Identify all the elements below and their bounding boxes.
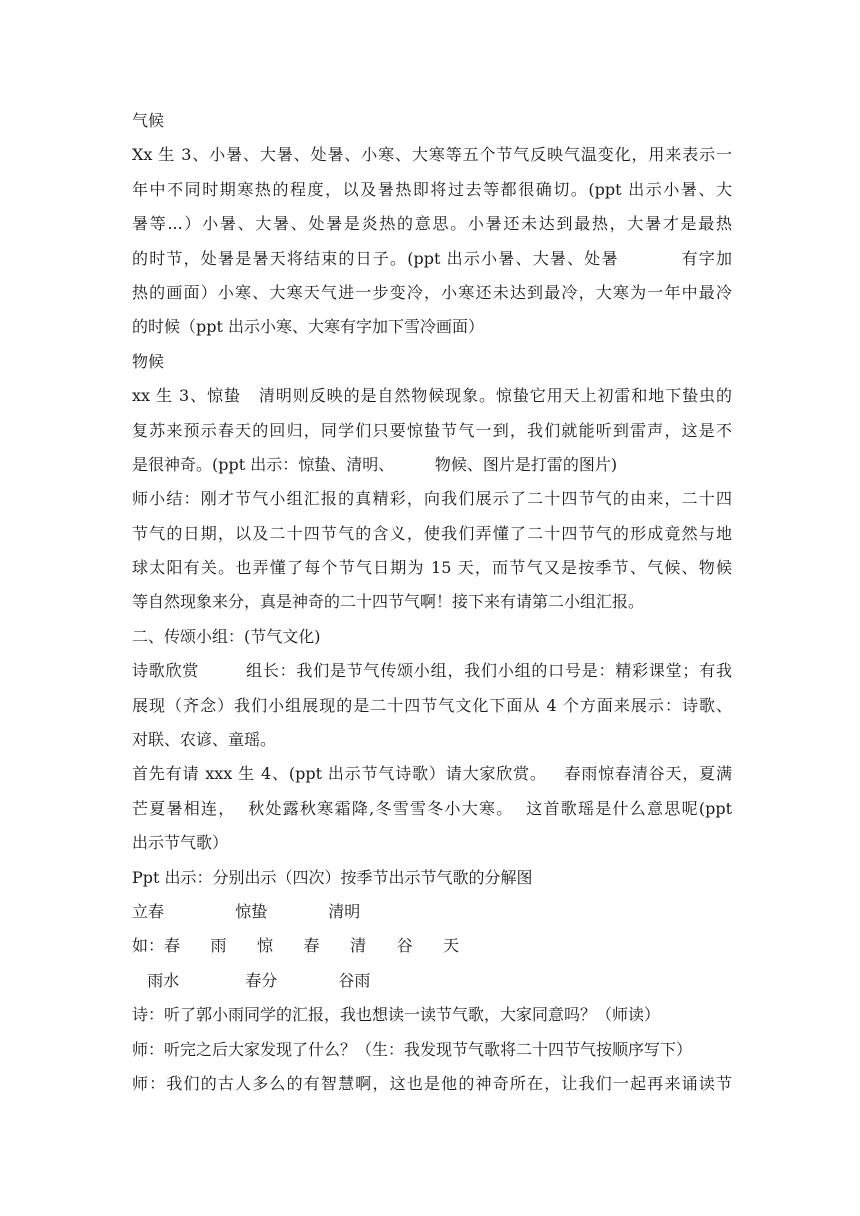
body-line: 芒夏暑相连， 秋处露秋寒霜降,冬雪雪冬小大寒。 这首歌瑶是什么意思呢(ppt xyxy=(132,798,732,818)
heading-phenology: 物候 xyxy=(132,351,165,371)
body-line: 年中不同时期寒热的程度，以及暑热即将过去等都很确切。(ppt 出示小暑、大 xyxy=(132,179,732,199)
body-line: 师：听完之后大家发现了什么？（生：我发现节气歌将二十四节气按顺序写下） xyxy=(132,1039,693,1059)
body-line: Xx 生 3、小暑、大暑、处暑、小寒、大寒等五个节气反映气温变化，用来表示一 xyxy=(132,145,732,165)
body-line: 出示节气歌） xyxy=(132,833,229,853)
body-line: 诗：听了郭小雨同学的汇报，我也想读一读节气歌，大家同意吗？（师读） xyxy=(132,1005,661,1025)
body-line: 等自然现象来分，真是神奇的二十四节气啊！接下来有请第二小组汇报。 xyxy=(132,592,645,612)
document-page xyxy=(132,104,732,1101)
body-line: 展现（齐念）我们小组展现的是二十四节气文化下面从 4 个方面来展示：诗歌、 xyxy=(132,695,732,715)
body-line: 复苏来预示春天的回归，同学们只要惊蛰节气一到，我们就能听到雷声，这是不 xyxy=(132,420,732,440)
body-line: 节气的日期，以及二十四节气的含义，使我们弄懂了二十四节气的形成竟然与地 xyxy=(132,523,732,543)
term-row-top: 立春 惊蛰 清明 xyxy=(132,901,361,921)
body-line: 的时候（ppt 出示小寒、大寒有字加下雪冷画面） xyxy=(132,317,485,337)
body-line: 的时节，处暑是暑天将结束的日子。(ppt 出示小暑、大暑、处暑 有字加 xyxy=(132,248,732,268)
body-line: 暑等...）小暑、大暑、处暑是炎热的意思。小暑还未达到最热，大暑才是最热 xyxy=(132,214,732,234)
body-line: 对联、农谚、童瑶。 xyxy=(132,730,277,750)
term-row-middle: 如：春 雨 惊 春 清 谷 天 xyxy=(132,936,460,956)
body-line: 是很神奇。(ppt 出示：惊蛰、清明、 物候、图片是打雷的图片) xyxy=(132,454,618,474)
body-line: xx 生 3、惊蛰 清明则反映的是自然物候现象。惊蛰它用天上初雷和地下蛰虫的 xyxy=(132,386,732,406)
body-line: 首先有请 xxx 生 4、(ppt 出示节气诗歌）请大家欣赏。 春雨惊春清谷天，夏满 xyxy=(132,764,732,784)
body-line: 师小结：刚才节气小组汇报的真精彩，向我们展示了二十四节气的由来，二十四 xyxy=(132,489,732,509)
term-row-bottom: 雨水 春分 谷雨 xyxy=(132,970,371,990)
section-heading: 二、传颂小组：(节气文化) xyxy=(132,626,321,646)
body-line: 热的画面）小寒、大寒天气进一步变冷，小寒还未达到最冷，大寒为一年中最冷 xyxy=(132,282,732,302)
body-line: 球太阳有关。也弄懂了每个节气日期为 15 天，而节气又是按季节、气候、物候 xyxy=(132,558,732,578)
body-line: 诗歌欣赏 组长：我们是节气传颂小组，我们小组的口号是：精彩课堂；有我 xyxy=(132,661,732,681)
body-line: 师：我们的古人多么的有智慧啊，这也是他的神奇所在，让我们一起再来诵读节 xyxy=(132,1073,732,1093)
heading-climate: 气候 xyxy=(132,111,165,130)
body-line: Ppt 出示：分别出示（四次）按季节出示节气歌的分解图 xyxy=(132,867,533,887)
